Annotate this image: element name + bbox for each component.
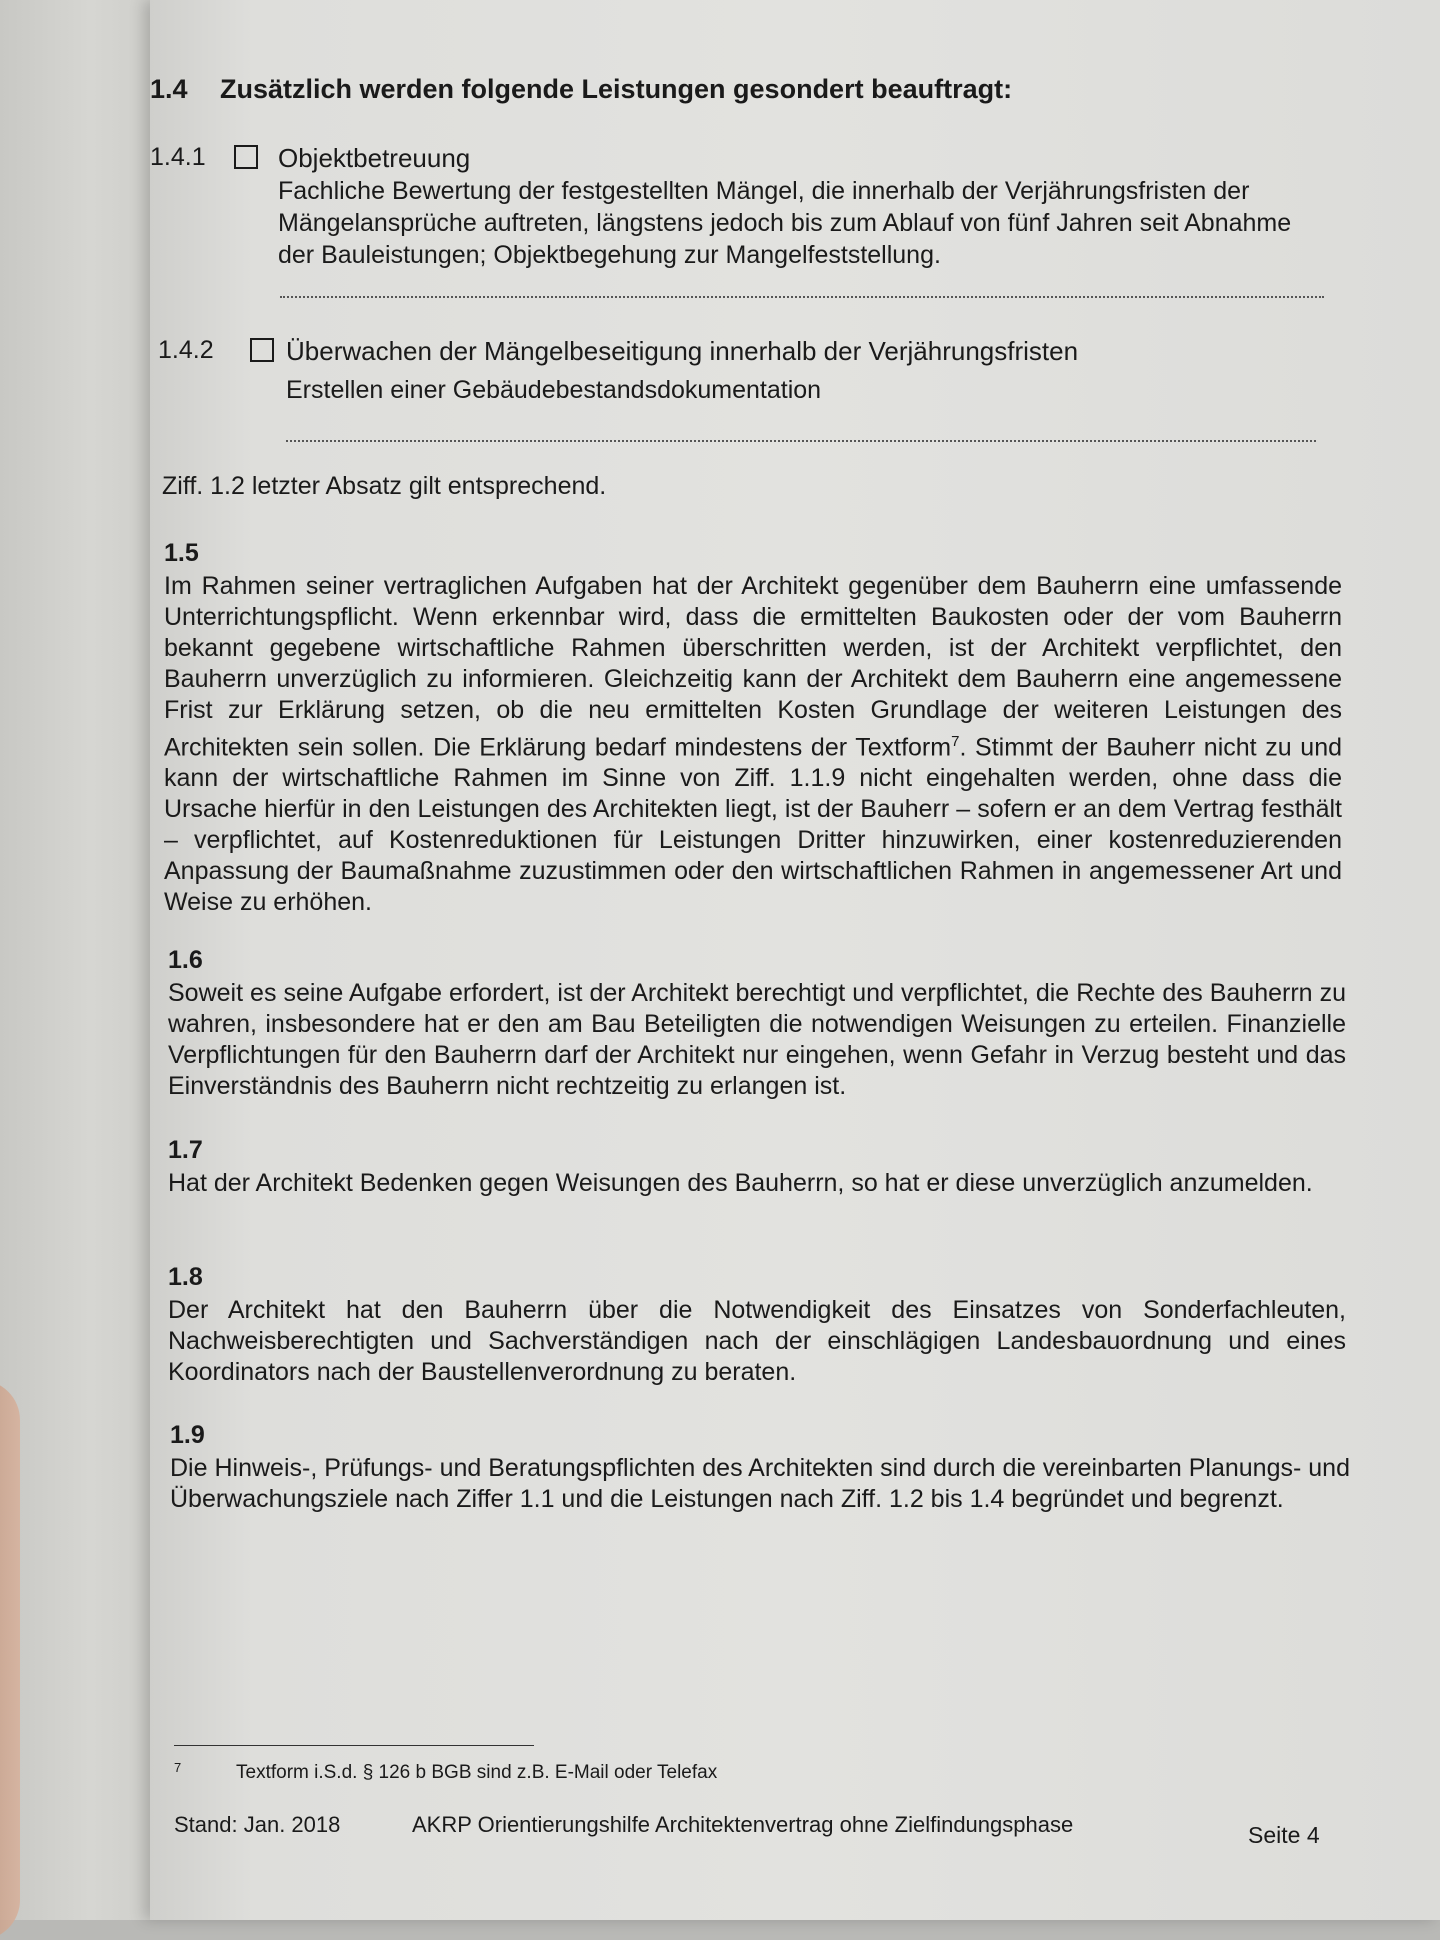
section-text-continued: . Stimmt der Bauherr nicht zu und kann der wirtschaftliche Rahmen im Sinne von Ziff. 1.1.9 nicht eingehalten werden, ohne dass die Ursache hierfür in den Leistungen des Architekten liegt, ist der Bauherr – sofern er an dem Vertrag festhält – verpflichtet, auf Kostenreduktionen für Leistungen Dritter hinzuwirken, einer kostenreduzierenden Anpassung der Baumaßnahme zuzustimmen oder den wirtschaftlichen Rahmen in angemessener Art und Weise zu erhöhen.	[164, 733, 1342, 917]
item-1-4-1	[150, 143, 1330, 293]
dotted-fill-line	[280, 296, 1324, 298]
item-number: 1.4.1	[150, 143, 206, 171]
page-content	[150, 0, 1440, 1920]
section-number: 1.8	[168, 1263, 203, 1291]
item-title: Überwachen der Mängelbeseitigung innerhalb der Verjährungsfristen	[286, 336, 1079, 366]
section-text: Die Hinweis-, Prüfungs- und Beratungspflichten des Architekten sind durch die vereinbarten Planungs- und Überwachungsziele nach Ziffer 1.1 und die Leistungen nach Ziff. 1.2 bis 1.4 begründet und begrenzt.	[170, 1454, 1350, 1513]
dotted-fill-line	[286, 440, 1316, 442]
footer-status: Stand: Jan. 2018	[174, 1812, 341, 1837]
heading-title: Zusätzlich werden folgende Leistungen gesondert beauftragt:	[220, 74, 1013, 104]
section-number: 1.5	[164, 539, 199, 567]
footer-document-title: AKRP Orientierungshilfe Architektenvertrag ohne Zielfindungsphase	[412, 1812, 1074, 1837]
maengelbeseitigung-checkbox[interactable]	[250, 338, 274, 362]
section-text: Hat der Architekt Bedenken gegen Weisungen des Bauherrn, so hat er diese unverzüglich anzumelden.	[168, 1169, 1313, 1197]
section-1-5	[164, 538, 1342, 918]
section-text: Der Architekt hat den Bauherrn über die Notwendigkeit des Einsatzes von Sonderfachleuten, Nachweisberechtigten und Sachverständigen nach der einschlägigen Landesbauordnung und eines Koordinators nach der Baustellenverordnung zu beraten.	[168, 1296, 1346, 1386]
footer-page-number: Seite 4	[1248, 1822, 1320, 1848]
section-text: Im Rahmen seiner vertraglichen Aufgaben hat der Architekt gegenüber dem Bauherrn eine umfassende Unterrichtungspflicht. Wenn erkennbar wird, dass die ermittelten Baukosten oder der vom Bauherrn bekannt gegebene wirtschaftliche Rahmen überschritten werden, ist der Architekt verpflichtet, den Bauherrn unverzüglich zu informieren. Gleichzeitig kann der Architekt dem Bauherrn eine angemessene Frist zur Erklärung setzen, ob die neu ermittelten Kosten Grundlage der weiteren Leistungen des Architekten sein sollen. Die Erklärung bedarf mindestens der Textform	[164, 572, 1342, 762]
thumb-holding-page	[0, 1380, 20, 1940]
item-1-4-2	[158, 336, 1338, 416]
item-number: 1.4.2	[158, 336, 214, 364]
section-1-6	[168, 945, 1346, 1102]
heading-number: 1.4	[150, 74, 188, 104]
footnote-reference[interactable]: 7	[951, 733, 960, 750]
section-number: 1.9	[170, 1421, 205, 1449]
ziff-note: Ziff. 1.2 letzter Absatz gilt entsprechend.	[162, 472, 607, 500]
previous-page-edge	[0, 0, 150, 1920]
section-number: 1.7	[168, 1136, 203, 1164]
footnote-number: 7	[174, 1760, 182, 1775]
section-number: 1.6	[168, 946, 203, 974]
objektbetreuung-checkbox[interactable]	[234, 145, 258, 169]
section-1-7	[168, 1135, 1346, 1199]
section-1-8	[168, 1262, 1346, 1388]
section-1-9	[170, 1420, 1350, 1515]
section-text: Soweit es seine Aufgabe erfordert, ist der Architekt berechtigt und verpflichtet, die Rechte des Bauherrn zu wahren, insbesondere hat er den am Bau Beteiligten die notwendigen Weisungen zu erteilen. Finanzielle Verpflichtungen für den Bauherrn darf der Architekt nur eingehen, wenn Gefahr in Verzug besteht und das Einverständnis des Bauherrn nicht rechtzeitig zu erlangen ist.	[168, 979, 1346, 1100]
item-title: Objektbetreuung	[278, 143, 471, 173]
footnote-rule	[174, 1745, 534, 1746]
document-page	[150, 0, 1440, 1920]
footnote-text: Textform i.S.d. § 126 b BGB sind z.B. E-Mail oder Telefax	[236, 1762, 718, 1783]
item-description: Erstellen einer Gebäudebestandsdokumentation	[286, 376, 822, 404]
item-description: Fachliche Bewertung der festgestellten Mängel, die innerhalb der Verjährungsfristen der Mängelansprüche auftreten, längstens jedoch bis zum Ablauf von fünf Jahren seit Abnahme der Bauleistungen; Objektbegehung zur Mangelfeststellung.	[278, 177, 1292, 269]
